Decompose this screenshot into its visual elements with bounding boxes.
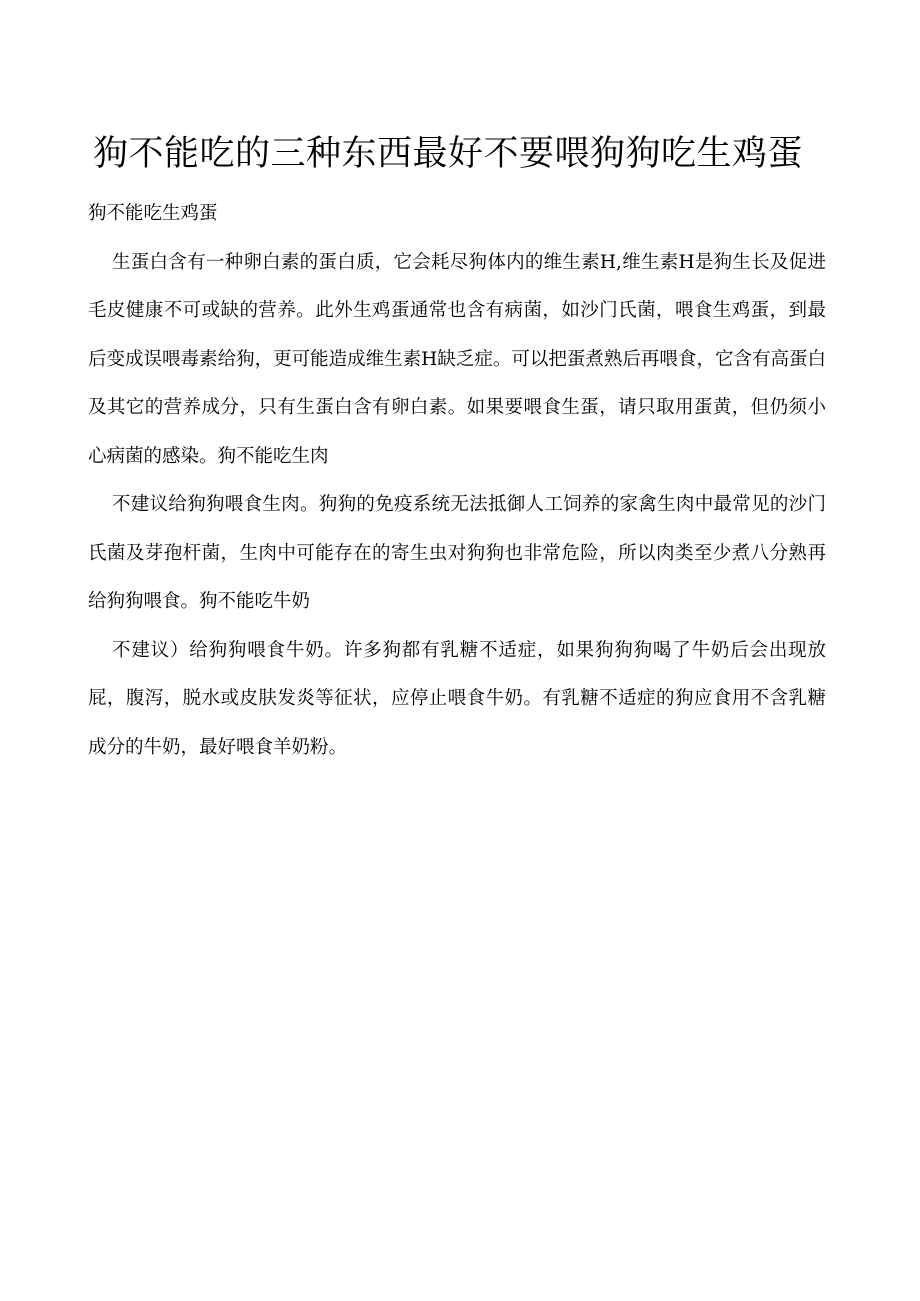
paragraph-raw-meat: 不建议给狗狗喂食生肉。狗狗的免疫系统无法抵御人工饲养的家禽生肉中最常见的沙门氏菌及芽孢杆菌，生肉中可能存在的寄生虫对狗狗也非常危险，所以肉类至少煮八分熟再给狗狗喂食。狗不能吃牛奶 <box>88 494 826 612</box>
page-title: 狗不能吃的三种东西最好不要喂狗狗吃生鸡蛋 <box>92 134 803 174</box>
section-heading: 狗不能吃生鸡蛋 <box>88 203 218 224</box>
paragraph-raw-egg: 生蛋白含有一种卵白素的蛋白质，它会耗尽狗体内的维生素H,维生素H是狗生长及促进毛皮健康不可或缺的营养。此外生鸡蛋通常也含有病菌，如沙门氏菌，喂食生鸡蛋，到最后变成误喂毒素给狗，更可能造成维生素H缺乏症。可以把蛋煮熟后再喂食，它含有高蛋白及其它的营养成分，只有生蛋白含有卵白素。如果要喂食生蛋，请只取用蛋黄，但仍须小心病菌的感染。狗不能吃生肉 <box>88 251 826 467</box>
paragraph-milk: 不建议）给狗狗喂食牛奶。许多狗都有乳糖不适症，如果狗狗狗喝了牛奶后会出现放屁，腹泻，脱水或皮肤发炎等征状，应停止喂食牛奶。有乳糖不适症的狗应食用不含乳糖成分的牛奶，最好喂食羊奶粉。 <box>88 639 826 758</box>
document-body <box>88 190 826 772</box>
